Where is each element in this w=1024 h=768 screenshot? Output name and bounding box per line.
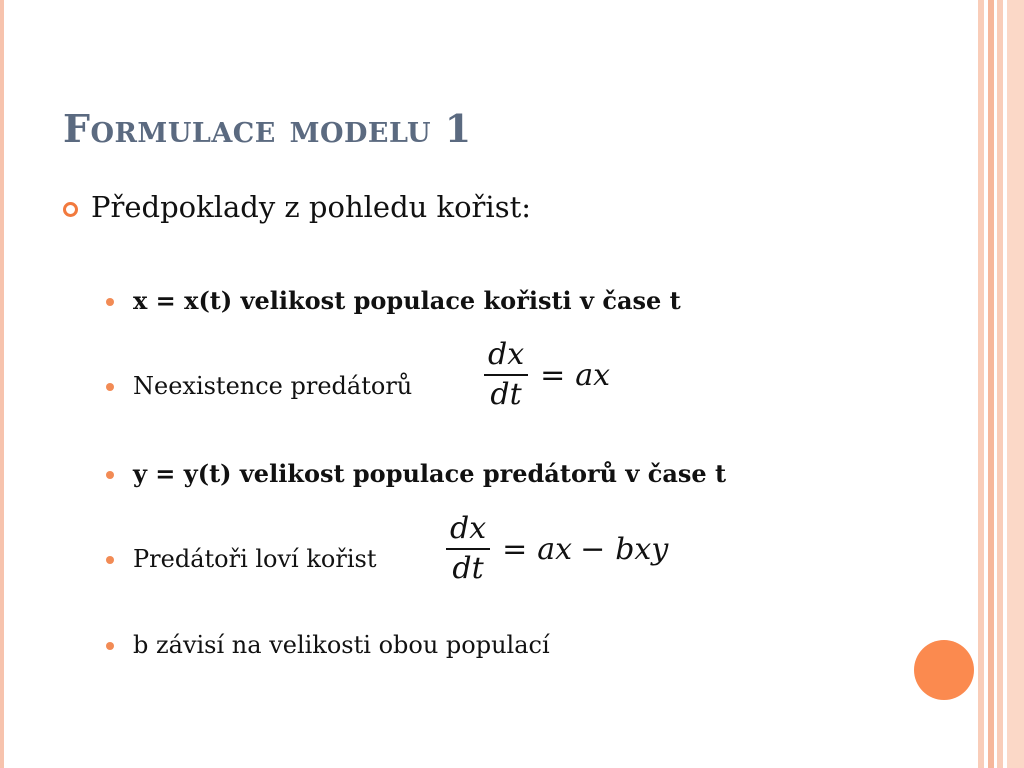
formula-rhs: ax (575, 357, 611, 393)
ring-bullet-icon (63, 202, 78, 217)
list-item (106, 459, 726, 488)
list-item (106, 286, 681, 315)
list-item (106, 545, 376, 573)
list-item-text: Predátoři loví kořist (133, 545, 377, 573)
list-item (106, 631, 550, 659)
fraction-numerator: dx (488, 337, 525, 372)
formula-prey-growth (484, 336, 618, 414)
list-item-text: b závisí na velikosti obou populací (133, 631, 550, 659)
fraction (484, 336, 528, 414)
list-item-text: Neexistence predátorů (133, 372, 413, 400)
dot-bullet-icon (106, 556, 114, 564)
dot-bullet-icon (106, 642, 114, 650)
fraction-denominator: dt (490, 377, 522, 412)
equals-sign: = (540, 357, 566, 393)
formula-prey-predation (446, 510, 676, 588)
dot-bullet-icon (106, 383, 114, 391)
level1-bullet-item (63, 190, 531, 224)
slide-title: Formulace modelu 1 (63, 106, 472, 151)
dot-bullet-icon (106, 298, 114, 306)
left-edge-decoration (0, 0, 4, 768)
decorative-circle (914, 640, 974, 700)
list-item-text: x = x(t) velikost populace kořisti v čase t (133, 286, 681, 315)
formula-rhs-term: ax (537, 531, 573, 567)
fraction-denominator: dt (452, 551, 484, 586)
formula-rhs-term: bxy (615, 531, 669, 567)
list-item (106, 372, 412, 400)
fraction-numerator: dx (450, 511, 487, 546)
fraction (446, 510, 490, 588)
level1-text: Předpoklady z pohledu kořist: (91, 190, 531, 224)
right-stripe-decoration (1007, 0, 1024, 768)
minus-sign: − (580, 531, 606, 567)
equals-sign: = (502, 531, 528, 567)
list-item-text: y = y(t) velikost populace predátorů v čase t (133, 459, 727, 488)
dot-bullet-icon (106, 471, 114, 479)
